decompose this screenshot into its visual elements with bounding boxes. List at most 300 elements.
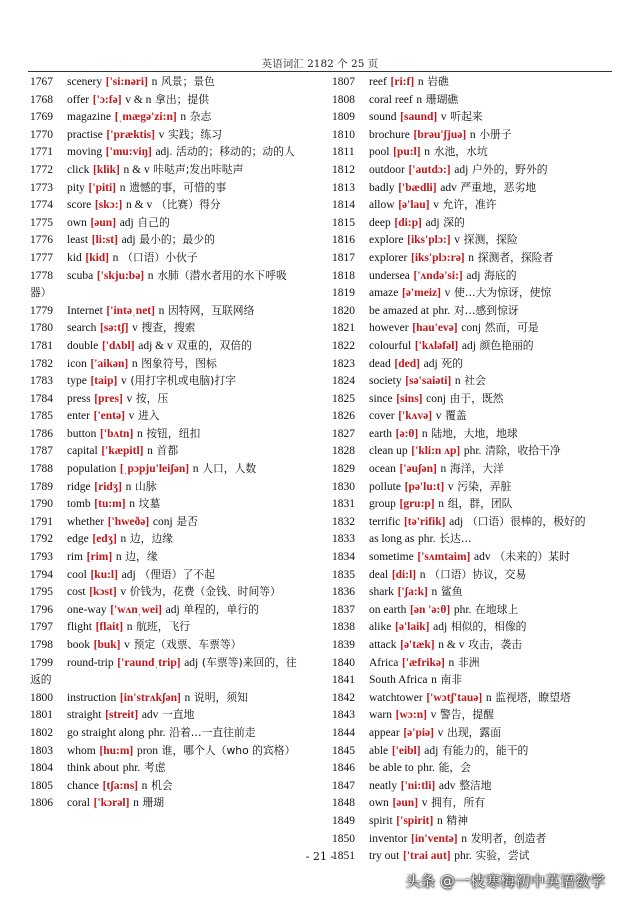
entry-word: pollute: [369, 480, 401, 493]
entry-part-of-speech: v: [430, 709, 437, 722]
vocab-entry: [30, 442, 300, 460]
entry-meaning: 考虑: [143, 761, 166, 775]
vocab-entry: [332, 654, 602, 672]
vocab-entry: [332, 530, 602, 548]
vocab-entry: [332, 319, 602, 337]
entry-number: 1811: [332, 146, 355, 159]
entry-number: 1827: [332, 427, 355, 440]
entry-number: 1793: [30, 551, 53, 564]
entry-number: 1815: [332, 216, 355, 229]
entry-number: 1792: [30, 533, 53, 546]
entry-phonetic: [ə'lau]: [398, 199, 430, 212]
entry-part-of-speech: phr.: [454, 850, 472, 863]
vocab-entry: [30, 196, 300, 214]
entry-meaning: 遗憾的事，可惜的事: [129, 180, 227, 194]
entry-word: try out: [369, 850, 400, 863]
entry-part-of-speech: v: [447, 480, 454, 493]
entry-word: own: [67, 216, 87, 229]
entry-number: 1825: [332, 392, 355, 405]
entry-part-of-speech: v: [435, 410, 442, 423]
entry-meaning: 有能力的，能干的: [441, 743, 529, 757]
entry-phonetic: ['mu:viŋ]: [105, 146, 152, 159]
entry-part-of-speech: n: [192, 463, 199, 476]
entry-meaning: 风景；景色: [161, 75, 215, 88]
entry-word: scenery: [67, 76, 103, 88]
vocab-entry: [30, 179, 300, 197]
vocab-entry: [30, 618, 300, 636]
entry-number: 1794: [30, 568, 53, 581]
entry-word: straight: [67, 709, 102, 722]
entry-number: 1795: [30, 586, 53, 599]
entry-part-of-speech: n: [454, 375, 461, 388]
entry-phonetic: [rim]: [86, 551, 113, 564]
entry-part-of-speech: n: [485, 691, 492, 704]
entry-phonetic: [iks'plɔ:rə]: [410, 251, 465, 264]
entry-part-of-speech: n: [417, 76, 424, 88]
entry-part-of-speech: n: [421, 427, 428, 440]
entry-meaning: 精神: [446, 813, 469, 827]
entry-phonetic: ['kʌləfəl]: [414, 339, 459, 352]
entry-phonetic: [sins]: [396, 392, 423, 405]
entry-number: 1778: [30, 269, 53, 282]
entry-meaning: 污染，弄脏: [457, 479, 512, 493]
entry-word: appear: [369, 726, 400, 739]
entry-number: 1776: [30, 234, 53, 247]
entry-number: 1789: [30, 480, 53, 493]
entry-part-of-speech: phr.: [122, 762, 141, 775]
entry-part-of-speech: conj: [461, 322, 482, 335]
entry-word: one-way: [67, 603, 107, 616]
vocab-entry: [332, 442, 602, 460]
entry-meaning: 单程的，单行的: [183, 602, 259, 616]
entry-meaning: 搜查，搜索: [141, 321, 196, 335]
entry-meaning: 探测，探险: [463, 233, 518, 247]
entry-meaning: 山脉: [135, 479, 157, 493]
entry-part-of-speech: v: [124, 639, 130, 651]
entry-phonetic: [hau'evə]: [412, 322, 458, 335]
entry-phonetic: ['ʌndə'si:]: [413, 269, 463, 282]
entry-phonetic: [brəu'ʃjuə]: [413, 128, 467, 141]
entry-part-of-speech: n: [147, 269, 154, 282]
entry-number: 1816: [332, 234, 355, 247]
entry-part-of-speech: adj: [121, 234, 136, 247]
entry-part-of-speech: conj: [426, 392, 446, 405]
entry-part-of-speech: adj: [165, 603, 180, 616]
entry-part-of-speech: v: [128, 410, 135, 423]
entry-meaning: 由于，既然: [449, 391, 504, 405]
entry-phonetic: [in'strʌkʃən]: [119, 691, 181, 704]
entry-part-of-speech: n: [180, 111, 187, 124]
vocab-column-right: [332, 73, 602, 865]
entry-part-of-speech: adj: [184, 656, 199, 669]
entry-meaning: 边，边缘: [129, 532, 174, 546]
entry-phonetic: [li:st]: [91, 234, 118, 247]
vocab-entry: [332, 372, 602, 390]
entry-word: round-trip: [67, 656, 114, 669]
entry-phonetic: ['æfrikə]: [402, 656, 445, 669]
vocab-entry: [332, 214, 602, 232]
entry-number: 1788: [30, 463, 53, 476]
entry-meaning: 机会: [151, 778, 173, 792]
entry-word: clean up: [369, 445, 408, 458]
entry-number: 1781: [30, 339, 53, 352]
entry-meaning: 颜色艳丽的: [479, 338, 534, 352]
vocab-entry: [30, 724, 300, 742]
entry-number: 1850: [332, 832, 355, 845]
entry-phonetic: [ridʒ]: [94, 480, 122, 493]
entry-word: ridge: [67, 480, 91, 493]
entry-meaning: 攻击，袭击: [468, 638, 523, 651]
entry-meaning: （口语）很棒的，极好的: [466, 514, 586, 528]
entry-meaning: (用打字机或电脑)打字: [130, 374, 236, 388]
entry-word: badly: [369, 181, 395, 194]
entry-phonetic: ['skju:bə]: [96, 269, 145, 282]
entry-number: 1786: [30, 427, 53, 440]
vocab-entry: [332, 108, 602, 126]
entry-word: warn: [369, 709, 392, 722]
entry-part-of-speech: adj: [466, 269, 481, 282]
entry-phonetic: [əun]: [90, 216, 117, 229]
entry-meaning: 小册子: [479, 127, 512, 141]
entry-part-of-speech: n: [141, 779, 148, 792]
entry-word: book: [67, 639, 90, 651]
entry-number: 1845: [332, 744, 355, 757]
vocab-entry: [332, 179, 602, 197]
entry-part-of-speech: adj & v: [138, 339, 173, 352]
entry-part-of-speech: v & n: [125, 93, 152, 106]
entry-part-of-speech: n: [115, 551, 122, 564]
vocab-entry: [332, 73, 602, 91]
entry-part-of-speech: n: [431, 674, 437, 687]
vocab-entry: [30, 231, 300, 249]
entry-word: spirit: [369, 814, 393, 827]
entry-number: 1822: [332, 339, 355, 352]
entry-word: offer: [67, 93, 90, 106]
vocab-entry: [30, 742, 300, 760]
vocab-entry: [30, 777, 300, 795]
entry-phonetic: ['aikən]: [90, 357, 129, 370]
entry-number: 1773: [30, 181, 53, 194]
entry-part-of-speech: conj: [152, 515, 173, 528]
entry-phonetic: [ku:l]: [90, 568, 118, 581]
entry-part-of-speech: n: [468, 251, 475, 264]
entry-word: able: [369, 744, 389, 757]
entry-word: edge: [67, 533, 89, 546]
entry-part-of-speech: v: [158, 128, 165, 141]
entry-part-of-speech: adv: [474, 551, 491, 564]
entry-phonetic: [tu:m]: [94, 498, 126, 511]
entry-phonetic: [di:l]: [391, 568, 417, 581]
entry-part-of-speech: n: [440, 463, 447, 476]
entry-part-of-speech: n & v: [126, 199, 153, 212]
entry-phonetic: ['eibl]: [391, 744, 421, 757]
entry-phonetic: ['entə]: [93, 410, 125, 423]
entry-part-of-speech: n: [131, 357, 138, 370]
vocab-entry: [30, 302, 300, 320]
entry-meaning: 警告，提醒: [440, 708, 494, 722]
entry-part-of-speech: phr.: [432, 304, 451, 317]
entry-meaning: 非洲: [457, 655, 480, 669]
vocab-entry: [332, 513, 602, 531]
entry-number: 1817: [332, 251, 355, 264]
entry-meaning: 坟墓: [138, 497, 161, 511]
entry-phonetic: [pə'lu:t]: [404, 480, 445, 493]
entry-number: 1813: [332, 181, 355, 194]
entry-meaning: 双重的，双倍的: [176, 338, 252, 352]
entry-word: score: [67, 199, 92, 212]
entry-number: 1797: [30, 621, 53, 634]
vocab-entry: [30, 319, 300, 337]
entry-number: 1771: [30, 146, 53, 159]
vocab-entry: [30, 355, 300, 373]
vocab-entry: [332, 425, 602, 443]
entry-word: chance: [67, 779, 99, 792]
entry-meaning: 陆地，大地，地球: [431, 426, 518, 440]
entry-part-of-speech: phr.: [453, 603, 472, 616]
entry-word: search: [67, 322, 97, 335]
entry-number: 1784: [30, 392, 53, 405]
vocab-entry: [30, 390, 300, 408]
entry-phonetic: [ə:θ]: [395, 427, 419, 440]
entry-word: coral: [67, 797, 90, 810]
entry-part-of-speech: v: [454, 234, 460, 247]
entry-part-of-speech: n: [136, 427, 143, 440]
vocab-entry: [332, 548, 602, 566]
entry-meaning: 最小的；最少的: [139, 233, 215, 247]
entry-number: 1838: [332, 621, 355, 634]
entry-word: enter: [67, 410, 90, 423]
entry-phonetic: [əun]: [392, 797, 419, 810]
entry-word: explorer: [369, 251, 408, 264]
entry-word: practise: [67, 128, 103, 141]
entry-meaning: 出现，露面: [447, 725, 502, 739]
entry-word: reef: [369, 76, 387, 88]
entry-number: 1787: [30, 445, 53, 458]
entry-part-of-speech: adj: [454, 163, 469, 176]
entry-word: scuba: [67, 269, 94, 282]
entry-number: 1847: [332, 779, 355, 792]
entry-word: whom: [67, 744, 96, 757]
entry-part-of-speech: n: [416, 93, 423, 106]
entry-phonetic: [tə'rifik]: [403, 515, 446, 528]
vocab-entry: [332, 284, 602, 302]
entry-meaning: 说明，须知: [193, 690, 248, 704]
entry-phonetic: [wɔ:n]: [395, 709, 427, 722]
vocab-entry: [332, 495, 602, 513]
entry-meaning: 户外的，野外的: [471, 162, 548, 176]
entry-part-of-speech: v: [437, 726, 444, 739]
entry-part-of-speech: n: [147, 445, 153, 458]
entry-meaning: 长达…: [439, 532, 472, 546]
entry-meaning: 覆盖: [445, 409, 467, 423]
vocab-entry: [332, 759, 602, 777]
entry-word: alike: [369, 621, 392, 634]
entry-phonetic: ['spirit]: [396, 814, 434, 827]
entry-number: 1851: [332, 850, 355, 863]
entry-meaning: 使…大为惊讶，使惊: [454, 286, 552, 300]
entry-number: 1790: [30, 498, 53, 511]
vocab-entry: [30, 478, 300, 496]
entry-meaning: 珊瑚礁: [425, 92, 459, 106]
entry-part-of-speech: n: [129, 498, 135, 511]
entry-number: 1803: [30, 744, 53, 757]
entry-word: inventor: [369, 832, 408, 845]
entry-part-of-speech: adj.: [155, 146, 173, 159]
vocab-entry: [30, 548, 300, 566]
entry-number: 1842: [332, 691, 355, 704]
entry-word: group: [369, 498, 396, 511]
entry-meaning: 首都: [156, 444, 179, 458]
entry-part-of-speech: n: [431, 586, 438, 599]
entry-phonetic: ['kli:n ʌp]: [411, 445, 461, 458]
entry-number: 1836: [332, 586, 355, 599]
entry-phonetic: ['sʌmtaim]: [417, 551, 471, 564]
entry-phonetic: ['bædli]: [398, 181, 437, 194]
entry-word: amaze: [369, 287, 399, 300]
entry-number: 1849: [332, 814, 355, 827]
entry-word: pool: [369, 146, 390, 159]
entry-word: flight: [67, 621, 92, 634]
vocab-entry: [30, 636, 300, 654]
entry-phonetic: [gru:p]: [399, 498, 435, 511]
entry-meaning: 实验，尝试: [475, 849, 530, 863]
entry-phonetic: ['autdɔ:]: [408, 163, 451, 176]
entry-number: 1769: [30, 111, 53, 124]
entry-phonetic: [di:p]: [394, 216, 422, 229]
vocab-entry: [30, 495, 300, 513]
entry-meaning: 航班，飞行: [136, 620, 191, 634]
entry-number: 1770: [30, 128, 53, 141]
vocab-entry: [332, 601, 602, 619]
entry-number: 1800: [30, 691, 53, 704]
entry-phonetic: [ə'meiz]: [402, 287, 441, 300]
entry-phonetic: ['hweðə]: [107, 515, 150, 528]
entry-phonetic: [sə'saiəti]: [405, 375, 452, 388]
entry-meaning: 图象符号，图标: [141, 356, 217, 370]
entry-number: 1834: [332, 551, 355, 564]
entry-meaning: （俚语）了不起: [139, 567, 215, 581]
entry-part-of-speech: adj: [449, 515, 464, 528]
entry-number: 1805: [30, 779, 53, 792]
entry-meaning: 杂志: [189, 110, 212, 124]
entry-word: watchtower: [369, 691, 423, 704]
vocab-entry: [332, 390, 602, 408]
entry-number: 1848: [332, 797, 355, 810]
entry-meaning: 按，压: [135, 391, 169, 405]
vocab-entry: [30, 425, 300, 443]
entry-number: 1809: [332, 111, 355, 124]
entry-word: press: [67, 392, 91, 405]
vocab-entry: [30, 794, 300, 812]
entry-word: own: [369, 797, 389, 810]
vocab-entry: [30, 372, 300, 390]
entry-meaning: 按钮，纽扣: [146, 426, 201, 440]
entry-meaning: 听起来: [450, 110, 483, 124]
entry-number: 1779: [30, 304, 53, 317]
entry-part-of-speech: adv: [440, 181, 457, 194]
entry-number: 1808: [332, 93, 355, 106]
vocab-entry: [332, 231, 602, 249]
entry-phonetic: [ˌpɔpju'leiʃən]: [119, 463, 190, 476]
entry-number: 1791: [30, 515, 53, 528]
entry-word: cover: [369, 410, 395, 423]
entry-meaning: 严重地，恶劣地: [460, 180, 537, 194]
entry-word: go straight along: [67, 726, 145, 739]
entry-meaning: （口语）小伙子: [122, 250, 198, 264]
entry-number: 1799: [30, 656, 53, 669]
entry-word: ocean: [369, 463, 396, 476]
entry-word: population: [67, 463, 117, 476]
entry-word: cool: [67, 568, 87, 581]
entry-meaning: 拿出；提供: [155, 92, 210, 106]
entry-meaning: 鲨鱼: [440, 585, 463, 599]
entry-number: 1843: [332, 709, 355, 722]
vocab-entry: [30, 126, 300, 144]
entry-phonetic: ['wʌnˌwei]: [110, 603, 162, 616]
vocab-entry: [332, 566, 602, 584]
entry-phonetic: [edʒ]: [92, 533, 117, 546]
entry-meaning: 预定（戏票、车票等）: [133, 638, 242, 651]
entry-part-of-speech: v: [433, 199, 439, 212]
entry-word: capital: [67, 445, 98, 458]
entry-word: colourful: [369, 339, 412, 352]
vocab-entry: [332, 161, 602, 179]
vocab-entry: [332, 636, 602, 654]
entry-meaning: 实践；练习: [168, 127, 223, 141]
vocab-entry: [30, 689, 300, 707]
entry-meaning: 南非: [440, 673, 463, 687]
entry-part-of-speech: n: [120, 533, 127, 546]
entry-meaning: 自己的: [137, 215, 170, 229]
entry-number: 1783: [30, 375, 53, 388]
entry-word: click: [67, 163, 90, 176]
entry-phonetic: [pres]: [94, 392, 123, 405]
entry-phonetic: [iks'plɔ:]: [407, 234, 451, 247]
vocab-entry: [332, 249, 602, 267]
vocab-entry: [30, 566, 300, 584]
entry-number: 1828: [332, 445, 355, 458]
entry-number: 1831: [332, 498, 355, 511]
entry-number: 1824: [332, 375, 355, 388]
entry-number: 1782: [30, 357, 53, 370]
entry-number: 1777: [30, 251, 53, 264]
entry-meaning: 组，群，团队: [447, 497, 513, 511]
entry-part-of-speech: n: [424, 146, 430, 159]
entry-word: on earth: [369, 603, 407, 616]
entry-word: magazine: [67, 111, 112, 124]
entry-word: deep: [369, 216, 391, 229]
entry-meaning: 发明者，创造者: [470, 831, 547, 845]
entry-meaning: 活动的；移动的；动的人: [176, 145, 295, 159]
vocab-entry: [30, 759, 300, 777]
entry-number: 1785: [30, 410, 53, 423]
vocab-entry: [332, 196, 602, 214]
entry-phonetic: ['bʌtn]: [100, 427, 134, 440]
entry-phonetic: [saund]: [400, 111, 438, 124]
entry-word: tomb: [67, 498, 91, 511]
entry-number: 1768: [30, 93, 53, 106]
entry-phonetic: [ded]: [394, 357, 420, 370]
vocab-entry: [30, 460, 300, 478]
entry-meaning: 监视塔，瞭望塔: [495, 690, 571, 704]
entry-part-of-speech: v: [120, 586, 127, 599]
entry-number: 1841: [332, 674, 355, 687]
entry-word: terrific: [369, 515, 401, 528]
entry-word: least: [67, 234, 89, 247]
entry-word: moving: [67, 146, 103, 159]
entry-part-of-speech: n: [112, 251, 119, 264]
entry-number: 1844: [332, 726, 355, 739]
